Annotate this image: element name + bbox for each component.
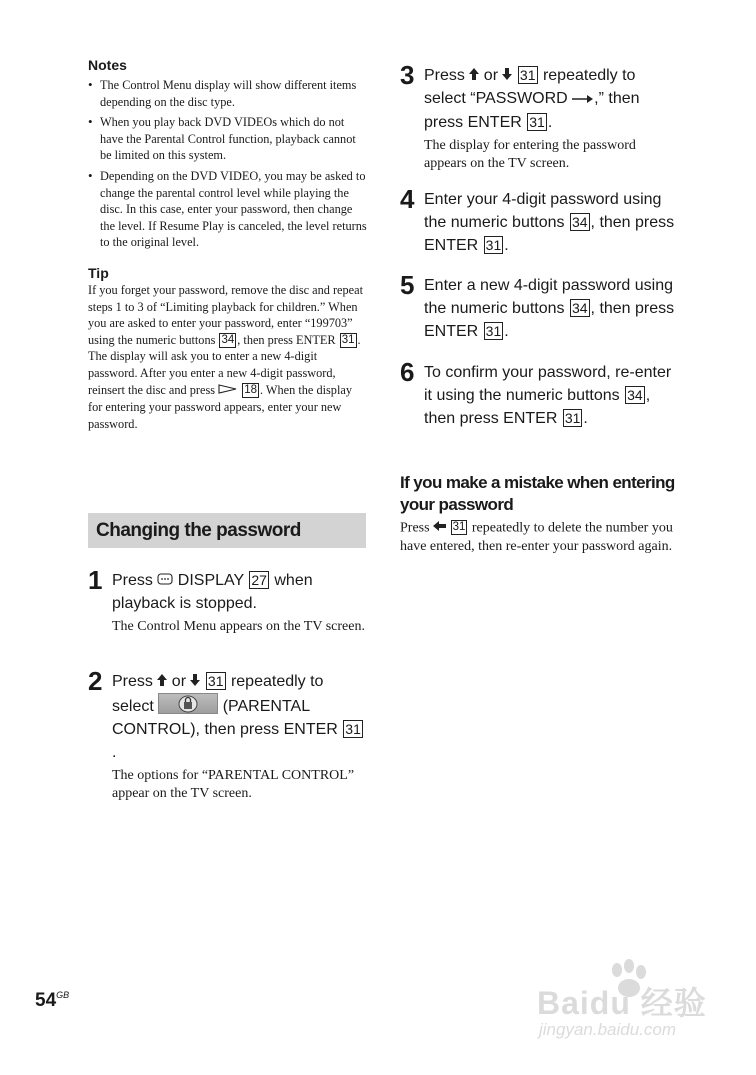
- display-button-icon: [157, 569, 173, 592]
- step-text-part: Press: [424, 67, 470, 84]
- tip-text: , then press ENTER: [237, 332, 339, 347]
- mistake-heading: If you make a mistake when entering your password: [400, 473, 675, 514]
- step-6: [400, 357, 680, 430]
- step-text-part: repeatedly to select: [112, 673, 324, 716]
- tip-heading: Tip: [88, 264, 109, 281]
- step-5: [400, 270, 680, 343]
- button-number-badge: 31: [485, 237, 502, 253]
- step-text: [112, 569, 368, 615]
- up-arrow-icon: [157, 670, 167, 693]
- step-text-part: (PARENTAL CONTROL), then press ENTER: [112, 698, 343, 739]
- right-arrow-icon: [572, 88, 594, 111]
- step-number: 3: [400, 60, 414, 90]
- up-arrow-icon: [469, 64, 479, 87]
- notes-heading: Notes: [88, 57, 127, 73]
- step-4: [400, 184, 680, 257]
- page-number-value: 54: [35, 990, 57, 1011]
- step-text-part: or: [167, 673, 191, 690]
- button-number-badge: 34: [221, 333, 235, 346]
- button-number-badge: 31: [485, 323, 502, 339]
- step-text-part: repeatedly to select “PASSWORD: [424, 67, 636, 108]
- button-number-badge: 31: [564, 410, 581, 426]
- button-number-badge: 31: [207, 673, 224, 689]
- play-icon: [218, 382, 238, 399]
- step-3: [400, 60, 680, 173]
- tip-body: [88, 282, 368, 432]
- button-number-badge: 27: [251, 572, 267, 588]
- step-text-part: .: [504, 323, 509, 340]
- step-text-part: , then press ENTER: [424, 300, 675, 340]
- button-number-badge: 31: [529, 113, 545, 130]
- down-arrow-icon: [190, 670, 200, 693]
- button-number-badge: 34: [571, 300, 588, 316]
- step-text-part: Press: [112, 673, 158, 690]
- mistake-text: repeatedly to delete the number you have entered, then re-enter your password again.: [400, 520, 673, 554]
- down-arrow-icon: [502, 64, 512, 87]
- step-number: 4: [400, 184, 414, 214]
- step-text: [424, 188, 680, 257]
- step-text-part: Enter a new 4-digit password using the numeric buttons: [424, 277, 674, 317]
- button-number-badge: 34: [571, 214, 588, 230]
- step-text-part: ,” then press ENTER: [424, 90, 640, 131]
- notes-list: [88, 77, 368, 251]
- step-text-part: .: [112, 744, 117, 762]
- mistake-body: [400, 519, 680, 556]
- step-text-part: Press: [112, 572, 158, 589]
- parental-control-icon: [158, 693, 218, 714]
- step-2: [88, 666, 368, 803]
- button-number-badge: 31: [341, 333, 355, 346]
- step-text: [424, 274, 680, 343]
- step-text-part: , then press ENTER: [424, 214, 675, 254]
- step-text-part: or: [479, 67, 503, 84]
- step-number: 1: [88, 565, 102, 595]
- step-text-part: when playback is stopped.: [112, 572, 313, 613]
- step-number: 5: [400, 270, 414, 300]
- watermark-logo: Baidu 经验: [537, 985, 707, 1021]
- step-text: [424, 361, 680, 430]
- mistake-text: Press: [400, 520, 434, 536]
- step-text-part: Enter your 4-digit password using the numeric buttons: [424, 191, 662, 231]
- tip-text: . The display will ask you to enter a new 4-digit password. After you enter a new 4-digit password, reinsert the disc and press: [88, 332, 361, 397]
- step-number: 2: [88, 666, 102, 696]
- step-1: [88, 565, 368, 636]
- tip-text: . When the display for entering your password appears, enter your new password.: [88, 382, 352, 431]
- button-number-badge: 31: [519, 67, 536, 83]
- step-note: The display for entering the password appears on the TV screen.: [424, 137, 636, 171]
- tip-text: If you forget your password, remove the disc and repeat steps 1 to 3 of “Limiting playback for children.” When you are asked to enter your password, enter “199703” using the numeric buttons: [88, 282, 363, 347]
- step-text: [424, 64, 680, 134]
- button-number-badge: 18: [244, 383, 257, 396]
- step-text-part: To confirm your password, re-enter it using the numeric buttons: [424, 364, 672, 404]
- page-number-suffix: GB: [56, 990, 70, 1000]
- watermark-url: jingyan.baidu.com: [539, 1020, 677, 1039]
- step-text-part: .: [583, 410, 588, 427]
- baidu-watermark: [535, 958, 725, 1048]
- notes-item: • Depending on the DVD VIDEO, you may be asked to change the parental control level while playing the disc. In this case, enter your password, then change the level. If Resume Play is canceled, the level returns to the original level.: [88, 168, 368, 251]
- step-note: The options for “PARENTAL CONTROL” appear on the TV screen.: [112, 768, 355, 802]
- step-number: 6: [400, 357, 414, 387]
- step-text-part: DISPLAY: [173, 572, 249, 589]
- button-number-badge: 34: [627, 387, 643, 403]
- left-arrow-icon: [433, 519, 446, 538]
- step-text-part: .: [504, 237, 509, 254]
- button-number-badge: 31: [345, 721, 361, 738]
- left-column: [88, 57, 368, 432]
- step-text: [112, 670, 368, 764]
- section-title: Changing the password: [88, 513, 366, 548]
- button-number-badge: 31: [452, 521, 466, 534]
- step-text-part: , then press ENTER: [424, 387, 651, 427]
- step-text-part: .: [547, 113, 553, 131]
- notes-item: • When you play back DVD VIDEOs which do not have the Parental Control function, playback cannot be limited on this system.: [88, 114, 368, 164]
- step-note: The Control Menu appears on the TV screen.: [112, 619, 365, 635]
- page-number: [35, 990, 69, 1012]
- notes-item: • The Control Menu display will show different items depending on the disc type.: [88, 77, 368, 110]
